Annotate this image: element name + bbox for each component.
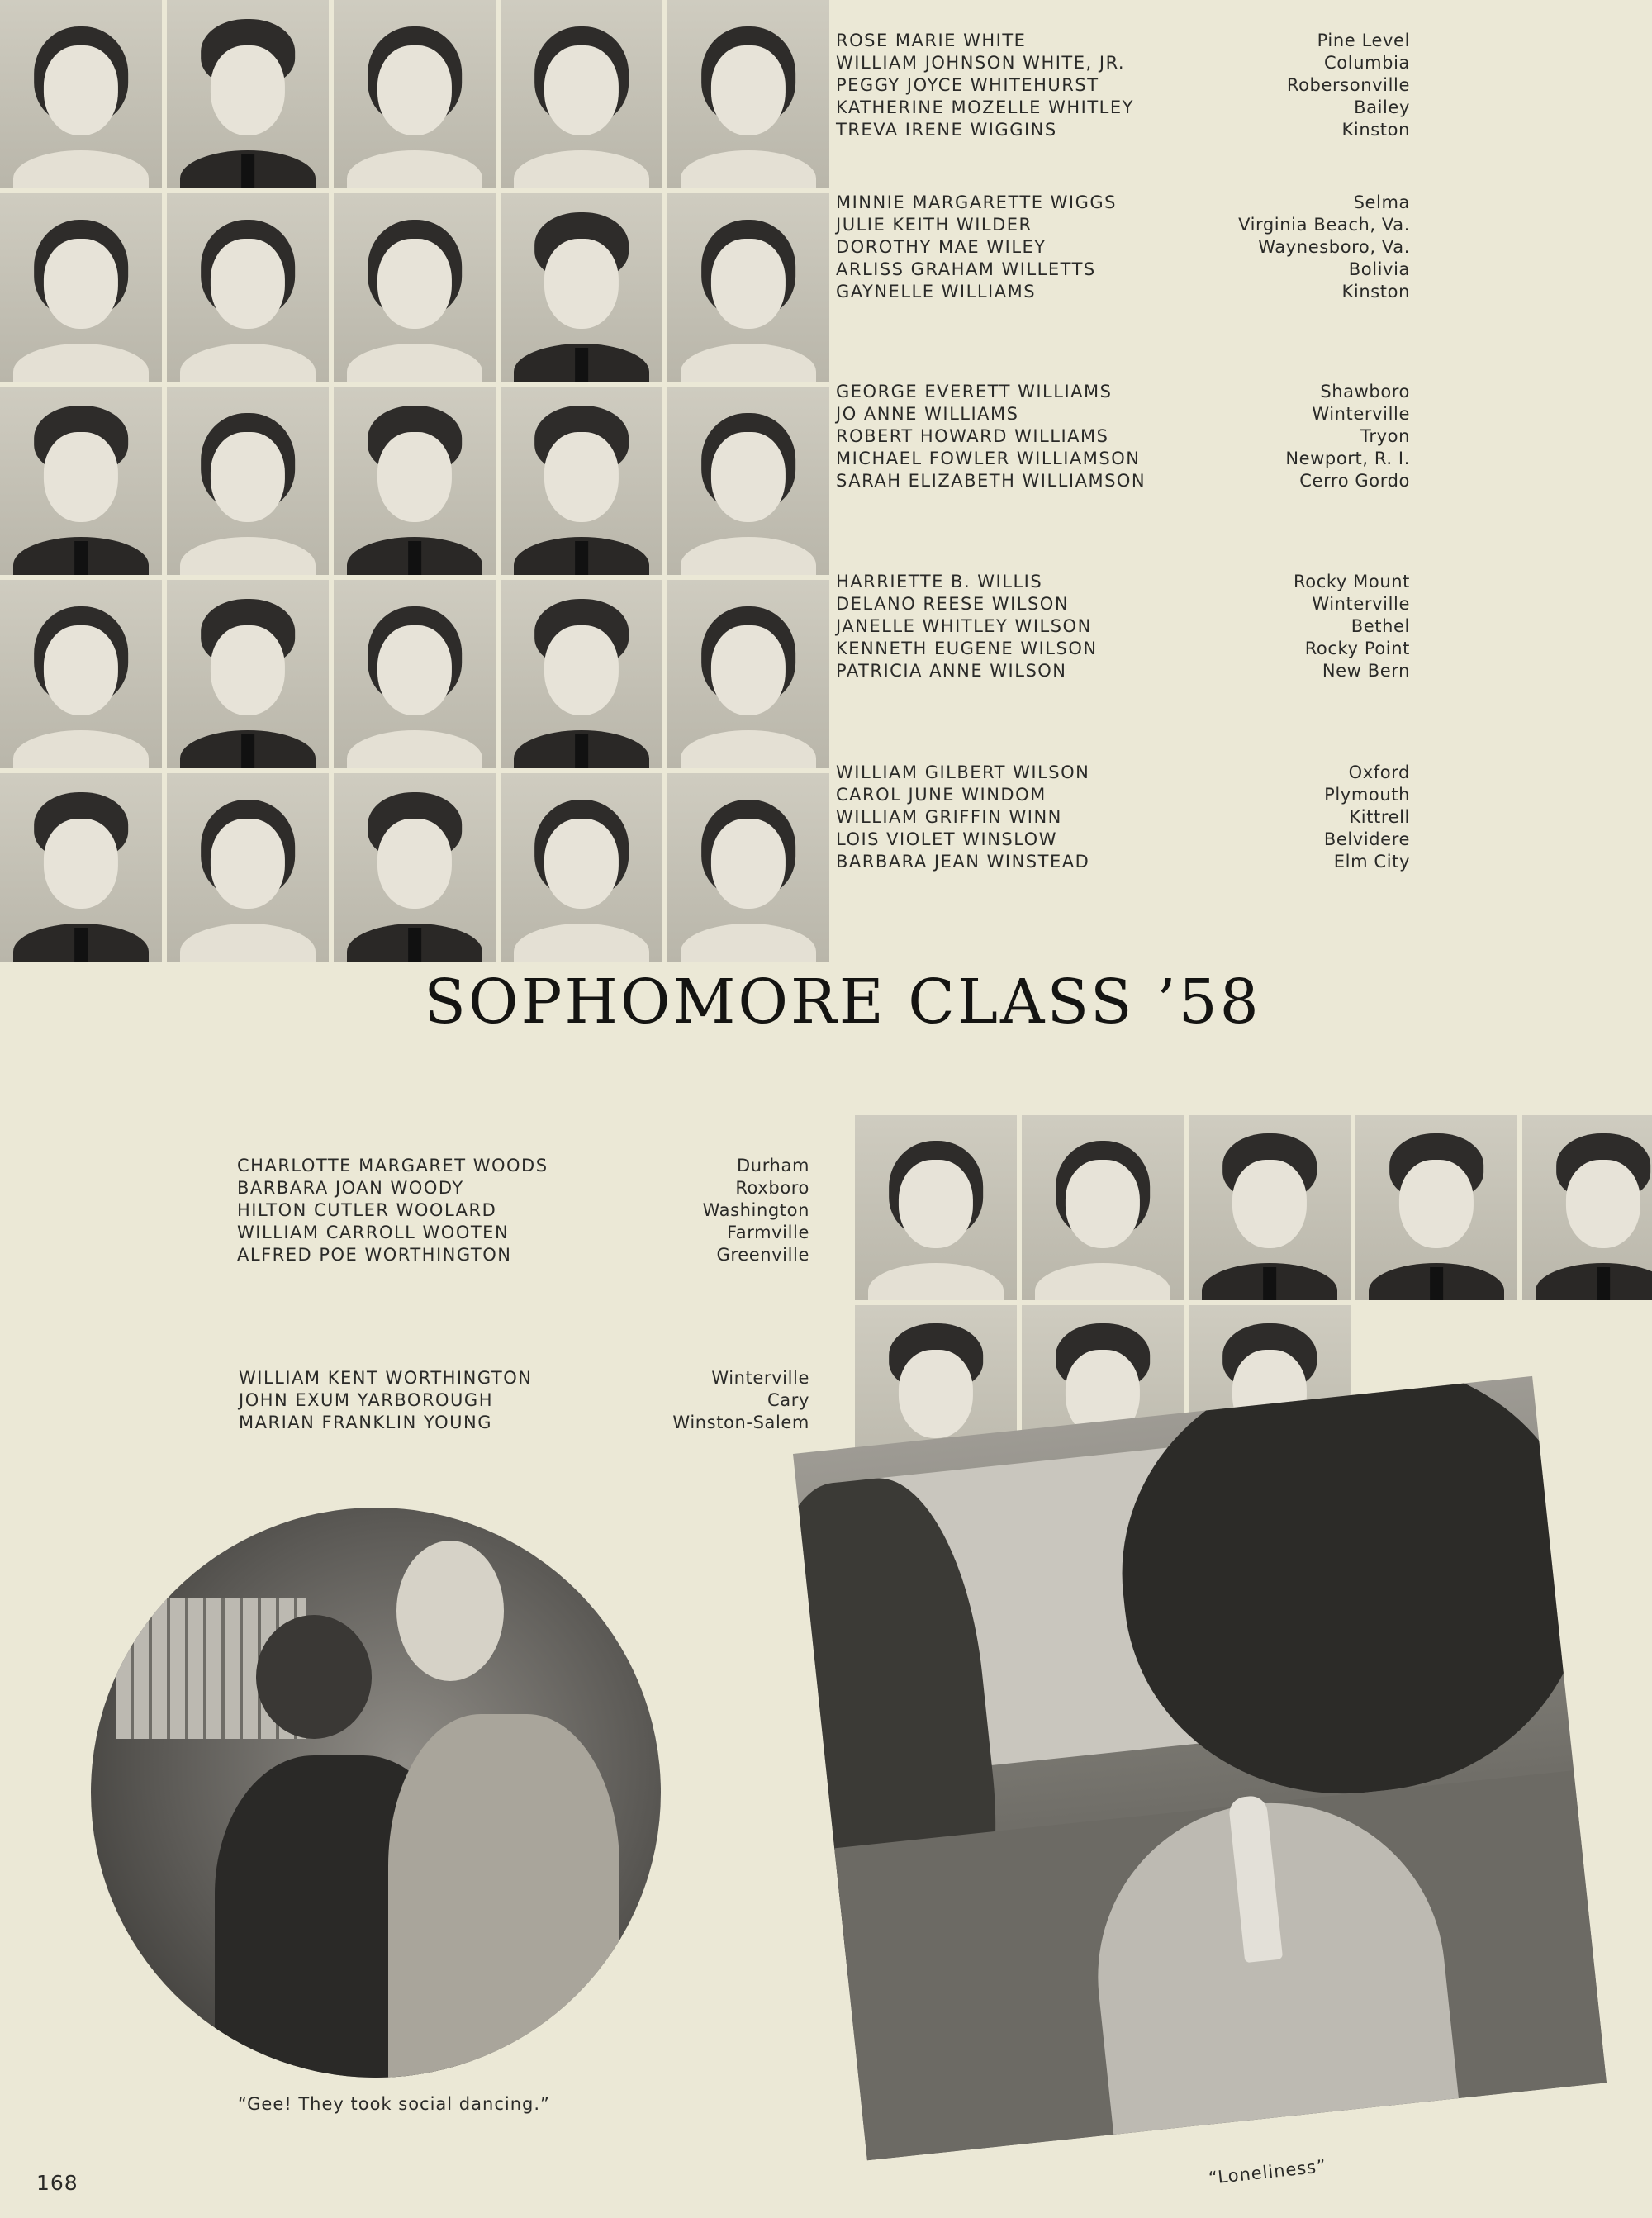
student-name: HILTON CUTLER WOOLARD (237, 1200, 497, 1220)
portrait-photo (501, 580, 662, 768)
hometown: Durham (737, 1156, 809, 1175)
portrait-photo (667, 773, 829, 962)
hometown: Oxford (1348, 762, 1410, 782)
name-row (836, 119, 1410, 141)
student-name: ROBERT HOWARD WILLIAMS (836, 426, 1109, 446)
name-list-group (836, 192, 1410, 303)
name-row (237, 1244, 809, 1266)
hometown: Winston-Salem (672, 1413, 809, 1432)
portrait-photo (501, 773, 662, 962)
student-name: WILLIAM GRIFFIN WINN (836, 807, 1062, 827)
hometown: Newport, R. I. (1285, 449, 1410, 468)
name-row (237, 1222, 809, 1244)
loneliness-caption: “Loneliness” (1208, 2156, 1328, 2188)
student-name: MARIAN FRANKLIN YOUNG (239, 1413, 493, 1432)
name-list-group (836, 571, 1410, 682)
hometown: Cary (767, 1390, 809, 1410)
portrait-photo (167, 193, 329, 382)
name-row (836, 448, 1410, 470)
hometown: Kinston (1341, 282, 1410, 302)
page-number: 168 (36, 2171, 78, 2195)
student-name: TREVA IRENE WIGGINS (836, 120, 1057, 140)
hometown: Winterville (711, 1368, 809, 1388)
hometown: Columbia (1324, 53, 1410, 73)
student-name: SARAH ELIZABETH WILLIAMSON (836, 471, 1146, 491)
portrait-photo (0, 580, 162, 768)
portrait-photo (167, 773, 329, 962)
top-portrait-grid (0, 0, 829, 962)
student-name: JANELLE WHITLEY WILSON (836, 616, 1092, 636)
student-name: HARRIETTE B. WILLIS (836, 572, 1043, 591)
student-name: WILLIAM JOHNSON WHITE, JR. (836, 53, 1126, 73)
name-row (836, 281, 1410, 303)
hometown: Farmville (727, 1223, 809, 1242)
name-row (836, 851, 1410, 873)
student-name: DELANO REESE WILSON (836, 594, 1070, 614)
name-row (836, 571, 1410, 593)
student-name: GEORGE EVERETT WILLIAMS (836, 382, 1113, 401)
name-list-group (836, 30, 1410, 141)
portrait-photo (667, 387, 829, 575)
dancing-photo (91, 1508, 661, 2078)
student-name: DOROTHY MAE WILEY (836, 237, 1047, 257)
name-row (836, 30, 1410, 52)
name-row (836, 403, 1410, 425)
student-name: ARLISS GRAHAM WILLETTS (836, 259, 1096, 279)
hometown: Selma (1353, 192, 1410, 212)
hometown: Bethel (1351, 616, 1410, 636)
hometown: Rocky Mount (1294, 572, 1410, 591)
name-row (239, 1367, 809, 1389)
hometown: Winterville (1312, 404, 1410, 424)
portrait-photo (0, 0, 162, 188)
student-name: ALFRED POE WORTHINGTON (237, 1245, 512, 1265)
hometown: Plymouth (1324, 785, 1410, 805)
hometown: Rocky Point (1304, 639, 1410, 658)
portrait-photo (667, 193, 829, 382)
name-row (836, 425, 1410, 448)
portrait-photo (334, 773, 496, 962)
portrait-photo (1522, 1115, 1652, 1300)
name-row (836, 660, 1410, 682)
hometown: Elm City (1333, 852, 1410, 872)
name-row (836, 192, 1410, 214)
student-name: JULIE KEITH WILDER (836, 215, 1032, 235)
name-row (836, 593, 1410, 615)
name-row (836, 762, 1410, 784)
student-name: WILLIAM CARROLL WOOTEN (237, 1223, 510, 1242)
portrait-photo (0, 387, 162, 575)
hometown: New Bern (1322, 661, 1410, 681)
name-row (836, 638, 1410, 660)
name-list-group (237, 1155, 809, 1266)
hometown: Roxboro (735, 1178, 809, 1198)
student-name: PEGGY JOYCE WHITEHURST (836, 75, 1099, 95)
student-name: KATHERINE MOZELLE WHITLEY (836, 97, 1134, 117)
student-name: ROSE MARIE WHITE (836, 31, 1027, 50)
name-list-group (836, 762, 1410, 873)
name-row (237, 1199, 809, 1222)
portrait-photo (667, 0, 829, 188)
hometown: Cerro Gordo (1299, 471, 1410, 491)
name-row (836, 236, 1410, 259)
student-name: CAROL JUNE WINDOM (836, 785, 1047, 805)
portrait-photo (167, 387, 329, 575)
portrait-photo (167, 580, 329, 768)
portrait-photo (667, 580, 829, 768)
name-list-group (239, 1367, 809, 1434)
hometown: Greenville (716, 1245, 809, 1265)
hometown: Waynesboro, Va. (1258, 237, 1410, 257)
hometown: Kittrell (1349, 807, 1410, 827)
name-row (239, 1389, 809, 1412)
name-row (836, 214, 1410, 236)
hometown: Washington (702, 1200, 809, 1220)
student-name: BARBARA JOAN WOODY (237, 1178, 464, 1198)
hometown: Winterville (1312, 594, 1410, 614)
loneliness-photo (793, 1376, 1607, 2160)
portrait-photo (334, 0, 496, 188)
name-row (836, 381, 1410, 403)
hometown: Bolivia (1348, 259, 1410, 279)
student-name: JO ANNE WILLIAMS (836, 404, 1019, 424)
student-name: GAYNELLE WILLIAMS (836, 282, 1037, 302)
name-row (836, 470, 1410, 492)
portrait-photo (501, 0, 662, 188)
name-row (836, 615, 1410, 638)
portrait-photo (334, 387, 496, 575)
student-name: BARBARA JEAN WINSTEAD (836, 852, 1090, 872)
hometown: Pine Level (1317, 31, 1410, 50)
portrait-photo (1355, 1115, 1517, 1300)
hometown: Bailey (1354, 97, 1410, 117)
portrait-photo (0, 193, 162, 382)
name-row (836, 74, 1410, 97)
name-row (836, 784, 1410, 806)
hometown: Virginia Beach, Va. (1238, 215, 1410, 235)
name-row (836, 97, 1410, 119)
name-row (237, 1155, 809, 1177)
hometown: Kinston (1341, 120, 1410, 140)
portrait-photo (167, 0, 329, 188)
portrait-photo (0, 773, 162, 962)
portrait-photo (855, 1115, 1017, 1300)
portrait-photo (334, 193, 496, 382)
name-row (836, 52, 1410, 74)
name-row (836, 806, 1410, 829)
portrait-photo (501, 193, 662, 382)
hometown: Tryon (1360, 426, 1410, 446)
hometown: Shawboro (1320, 382, 1410, 401)
hometown: Robersonville (1286, 75, 1410, 95)
name-row (836, 259, 1410, 281)
name-row (239, 1412, 809, 1434)
student-name: WILLIAM GILBERT WILSON (836, 762, 1090, 782)
student-name: JOHN EXUM YARBOROUGH (239, 1390, 493, 1410)
student-name: MINNIE MARGARETTE WIGGS (836, 192, 1118, 212)
portrait-photo (334, 580, 496, 768)
name-row (836, 829, 1410, 851)
dancing-caption: “Gee! They took social dancing.” (238, 2094, 550, 2114)
student-name: KENNETH EUGENE WILSON (836, 639, 1098, 658)
student-name: CHARLOTTE MARGARET WOODS (237, 1156, 548, 1175)
portrait-photo (1189, 1115, 1351, 1300)
name-row (237, 1177, 809, 1199)
student-name: WILLIAM KENT WORTHINGTON (239, 1368, 533, 1388)
name-list-group (836, 381, 1410, 492)
portrait-photo (501, 387, 662, 575)
hometown: Belvidere (1323, 829, 1410, 849)
student-name: PATRICIA ANNE WILSON (836, 661, 1067, 681)
student-name: LOIS VIOLET WINSLOW (836, 829, 1057, 849)
section-title: SOPHOMORE CLASS ’58 (424, 967, 1261, 1038)
student-name: MICHAEL FOWLER WILLIAMSON (836, 449, 1141, 468)
portrait-photo (1022, 1115, 1184, 1300)
